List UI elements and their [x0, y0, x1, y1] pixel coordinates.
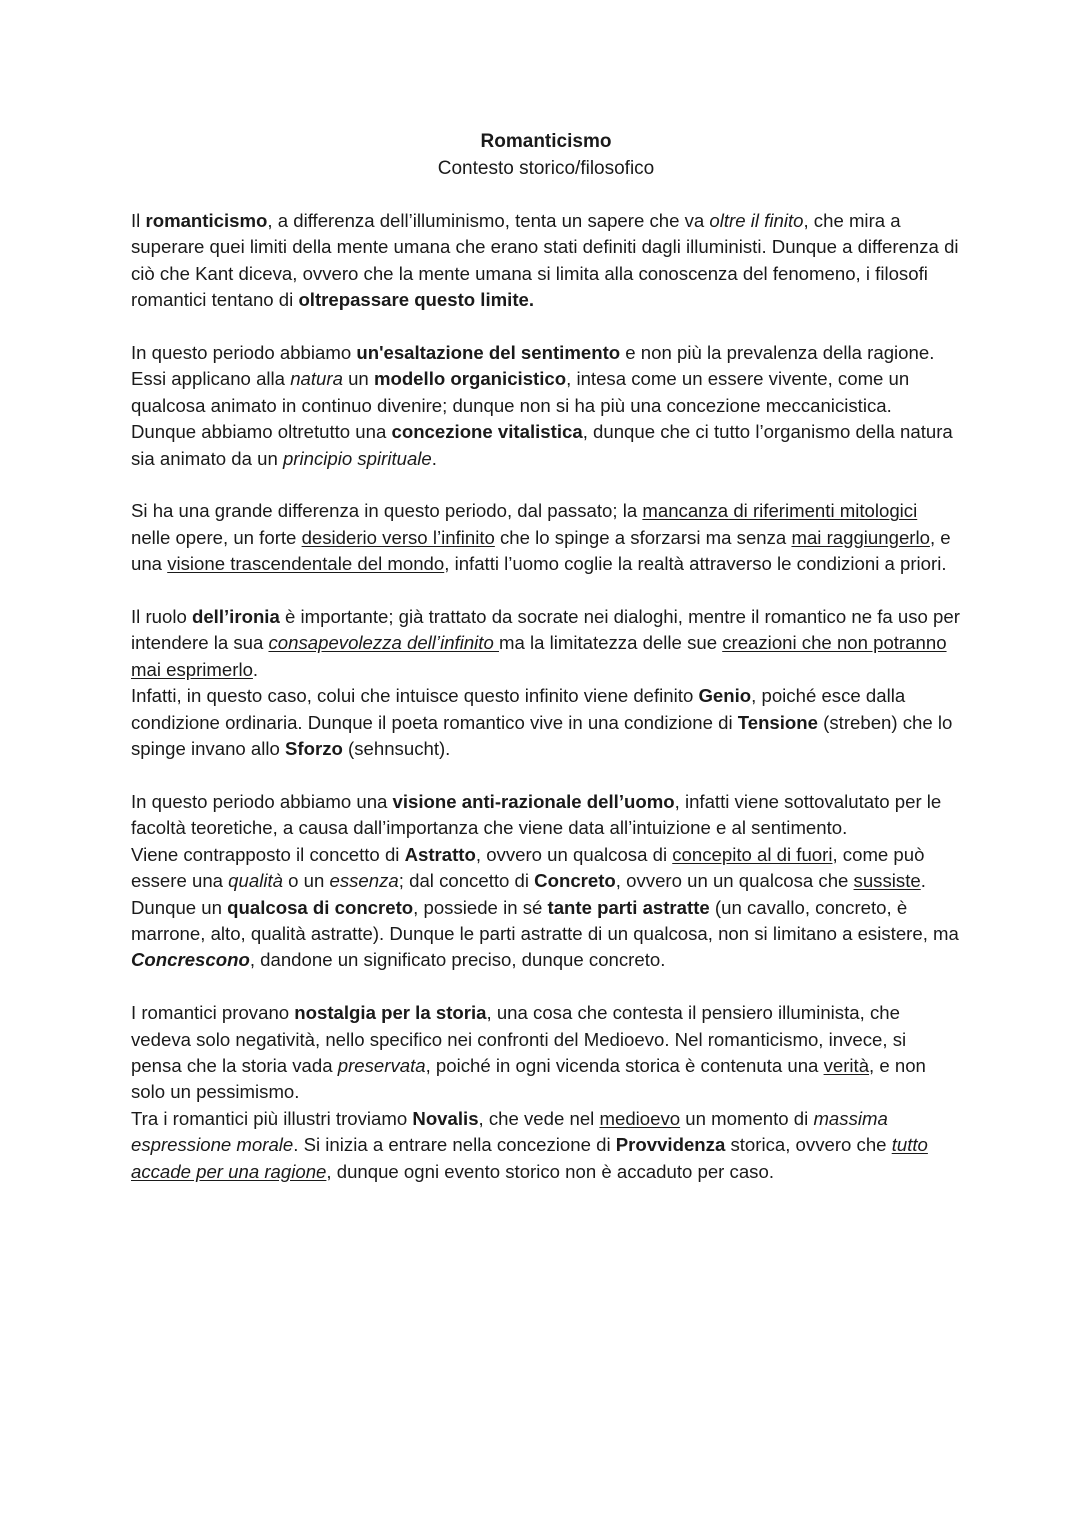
text-run: Il ruolo	[131, 606, 192, 628]
text-run: In questo periodo abbiamo	[131, 342, 357, 364]
text-run: Infatti, in questo caso, colui che intuisce questo infinito viene definito	[131, 685, 699, 707]
text-run: , ovvero un qualcosa di	[475, 843, 673, 865]
text-run: , infatti viene sottovalutato per le facoltà teoretiche, a causa dall’importanza che viene data all’intuizione e al sentimento.	[131, 790, 942, 839]
text-run: mai raggiungerlo	[791, 526, 930, 548]
text-run: oltrepassare questo limite.	[298, 289, 535, 311]
text-run: Concreto	[534, 870, 616, 892]
text-run: , che mira a superare quei limiti della mente umana che erano stati definiti dagli illuministi. Dunque a differenza di ciò che Kant diceva, ovvero che la mente umana si limita alla conoscenza del fenomeno, i filosofi romantici tentano di	[131, 210, 959, 311]
text-run: tante parti astratte	[547, 896, 710, 918]
document-page	[131, 128, 961, 1185]
text-run: concepito al di fuori	[672, 843, 833, 865]
text-run: Novalis	[412, 1107, 479, 1129]
text-run: Viene contrapposto il concetto di	[131, 843, 405, 865]
text-run: , possiede in sé	[413, 896, 548, 918]
text-run: .	[431, 447, 437, 469]
text-run: I romantici provano	[131, 1002, 295, 1024]
text-run: Sforzo	[285, 738, 343, 760]
text-run: , come può essere una	[131, 843, 925, 892]
text-run: Genio	[698, 685, 752, 707]
text-run: . Si inizia a entrare nella concezione di	[293, 1134, 616, 1156]
text-run: un'esaltazione del sentimento	[356, 342, 621, 364]
paragraph	[131, 366, 961, 472]
text-run: , dunque ogni evento storico non è accaduto per caso.	[326, 1160, 774, 1182]
text-run: Essi applicano alla	[131, 368, 291, 390]
document-subtitle: Contesto storico/filosofico	[437, 158, 655, 179]
text-run: qualità	[228, 870, 283, 892]
text-run: , che vede nel	[478, 1107, 600, 1129]
paragraph-gap	[131, 974, 961, 1000]
text-run: (un cavallo, concreto, è marrone, alto, qualità astratte). Dunque le parti astratte di un qualcosa, non si limitano a esistere, ma	[131, 896, 959, 944]
text-run: , dandone un significato preciso, dunque concreto.	[249, 949, 666, 971]
text-run: , intesa come un essere vivente, come un qualcosa animato in continuo divenire; dunque non si ha più una concezione meccanicistica. Dunque abbiamo oltretutto una	[131, 368, 910, 443]
text-run: ma la limitatezza delle sue	[498, 632, 723, 654]
text-run: che lo spinge a sforzarsi ma senza	[494, 526, 792, 548]
text-run: modello organicistico	[373, 368, 567, 390]
text-run: Provvidenza	[615, 1134, 726, 1156]
paragraph-gap	[131, 578, 961, 604]
document-title: Romanticismo	[480, 131, 612, 152]
text-run: . Dunque un	[131, 870, 926, 918]
text-run: massima espressione morale	[131, 1107, 888, 1156]
text-run: Tensione	[737, 711, 818, 733]
paragraph-gap	[131, 762, 961, 788]
text-run: visione trascendentale del mondo	[167, 553, 445, 575]
text-run: , una cosa che contesta il pensiero illuminista, che vedeva solo negatività, nello specifico nei confronti del Medioevo. Nel romanticismo, invece, si pensa che la storia vada	[131, 1002, 907, 1076]
text-run: Astratto	[404, 843, 476, 865]
text-run: un	[342, 368, 374, 390]
text-run: .	[252, 658, 259, 680]
text-run: (streben) che lo spinge invano allo	[131, 711, 953, 760]
text-run: medioevo	[599, 1107, 681, 1129]
paragraph	[131, 604, 961, 683]
text-run: sussiste	[853, 870, 921, 892]
text-run: e non più la prevalenza della ragione.	[620, 342, 935, 364]
text-run: visione anti-razionale dell’uomo	[392, 790, 675, 812]
text-run: Si ha una grande differenza in questo periodo, dal passato; la	[131, 500, 643, 522]
text-run: preservata	[337, 1054, 426, 1076]
text-run: , poiché esce dalla condizione ordinaria. Dunque il poeta romantico vive in una condizione di	[131, 685, 906, 733]
text-run: Il	[131, 210, 146, 231]
paragraph	[131, 842, 961, 974]
paragraph-gap	[131, 314, 961, 340]
text-run: (sehnsucht).	[342, 738, 451, 760]
text-run: consapevolezza dell’infinito	[268, 632, 499, 654]
text-run: un momento di	[680, 1107, 814, 1129]
text-run: Concrescono	[131, 949, 250, 971]
text-run: concezione vitalistica	[391, 421, 583, 443]
paragraph	[131, 208, 961, 314]
text-run: tutto accade per una ragione	[131, 1134, 928, 1182]
text-run: mancanza di riferimenti mitologici	[642, 500, 918, 522]
text-run: , e una	[131, 526, 951, 575]
text-run: nelle opere, un forte	[131, 526, 302, 548]
text-run: ; dal concetto di	[398, 870, 535, 892]
text-run: natura	[290, 368, 343, 390]
paragraph	[131, 683, 961, 762]
text-run: storica, ovvero che	[725, 1134, 892, 1156]
paragraph	[131, 1000, 961, 1106]
text-run: dell’ironia	[191, 606, 280, 628]
text-run: romanticismo	[145, 210, 268, 231]
text-run: , ovvero un un qualcosa che	[615, 870, 854, 892]
text-run: principio spirituale	[282, 447, 432, 469]
paragraph	[131, 789, 961, 842]
text-run: , infatti l’uomo coglie la realtà attraverso le condizioni a priori.	[444, 553, 947, 575]
text-run: oltre il finito	[709, 210, 804, 231]
text-run: creazioni che non potranno mai esprimerlo	[131, 632, 947, 680]
paragraph	[131, 498, 961, 577]
text-run: o un	[282, 870, 330, 892]
text-run: , poiché in ogni vicenda storica è contenuta una	[425, 1054, 824, 1076]
text-run: , e non solo un pessimismo.	[131, 1054, 926, 1103]
text-run: è importante; già trattato da socrate nei dialoghi, mentre il romantico ne fa uso per intendere la sua	[131, 606, 960, 654]
document-body	[131, 208, 961, 1185]
text-run: , a differenza dell’illuminismo, tenta un sapere che va	[267, 210, 710, 231]
text-run: desiderio verso l’infinito	[301, 526, 495, 548]
text-run: In questo periodo abbiamo una	[131, 790, 393, 812]
text-run: essenza	[329, 870, 399, 892]
paragraph	[131, 1106, 961, 1185]
paragraph	[131, 340, 961, 366]
text-run: verità	[823, 1054, 870, 1076]
text-run: qualcosa di concreto	[227, 896, 414, 918]
text-run: Tra i romantici più illustri troviamo	[131, 1107, 413, 1129]
text-run: , dunque che ci tutto l’organismo della natura sia animato da un	[131, 421, 953, 469]
text-run: nostalgia per la storia	[294, 1002, 487, 1024]
paragraph-gap	[131, 472, 961, 498]
